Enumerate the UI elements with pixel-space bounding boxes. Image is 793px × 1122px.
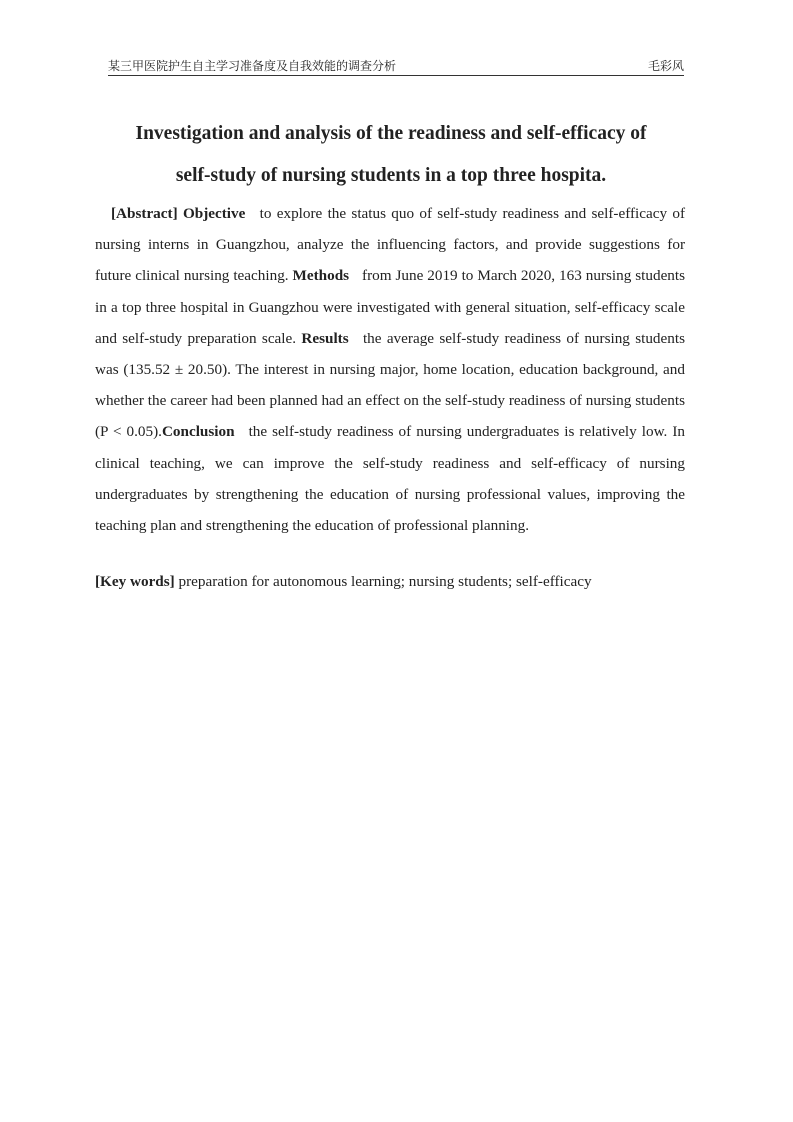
abstract-paragraph <box>95 198 685 541</box>
running-header <box>108 56 684 76</box>
keywords-text: preparation for autonomous learning; nursing students; self-efficacy <box>178 573 592 590</box>
results-label: Results <box>301 329 349 347</box>
results-text: the average self-study readiness of nursing students was (135.52 ± 20.50). The interest in nursing major, home location, education background, and whether the career had been planned had an effect on the self-study readiness of nursing students (P < 0.05). <box>95 329 685 441</box>
running-header-title: 某三甲医院护生自主学习准备度及自我效能的调查分析 <box>108 59 397 73</box>
paper-title-line-2: self-study of nursing students in a top three hospita. <box>175 165 607 186</box>
keywords-line <box>95 571 695 593</box>
methods-label: Methods <box>292 267 350 285</box>
running-header-author: 毛彩风 <box>647 59 684 73</box>
paper-title-line-1: Investigation and analysis of the readiness and self-efficacy of <box>135 123 647 144</box>
methods-text: from June 2019 to March 2020, 163 nursing students in a top three hospital in Guangzhou were investigated with general situation, self-efficacy scale and self-study preparation scale. <box>95 267 686 347</box>
objective-text: to explore the status quo of self-study readiness and self-efficacy of nursing interns in Guangzhou, analyze the influencing factors, and provide suggestions for future clinical nursing teaching. <box>95 205 686 285</box>
abstract-label: [Abstract] <box>111 205 178 222</box>
keywords-label: [Key words] <box>95 573 175 590</box>
conclusion-label: Conclusion <box>161 423 235 441</box>
conclusion-text: the self-study readiness of nursing undergraduates is relatively low. In clinical teaching, we can improve the self-study readiness and self-efficacy of nursing undergraduates by strengthening the education of nursing professional values, improving the teaching plan and strengthening the education of professional planning. <box>95 423 685 535</box>
objective-label: Objective <box>182 205 246 222</box>
